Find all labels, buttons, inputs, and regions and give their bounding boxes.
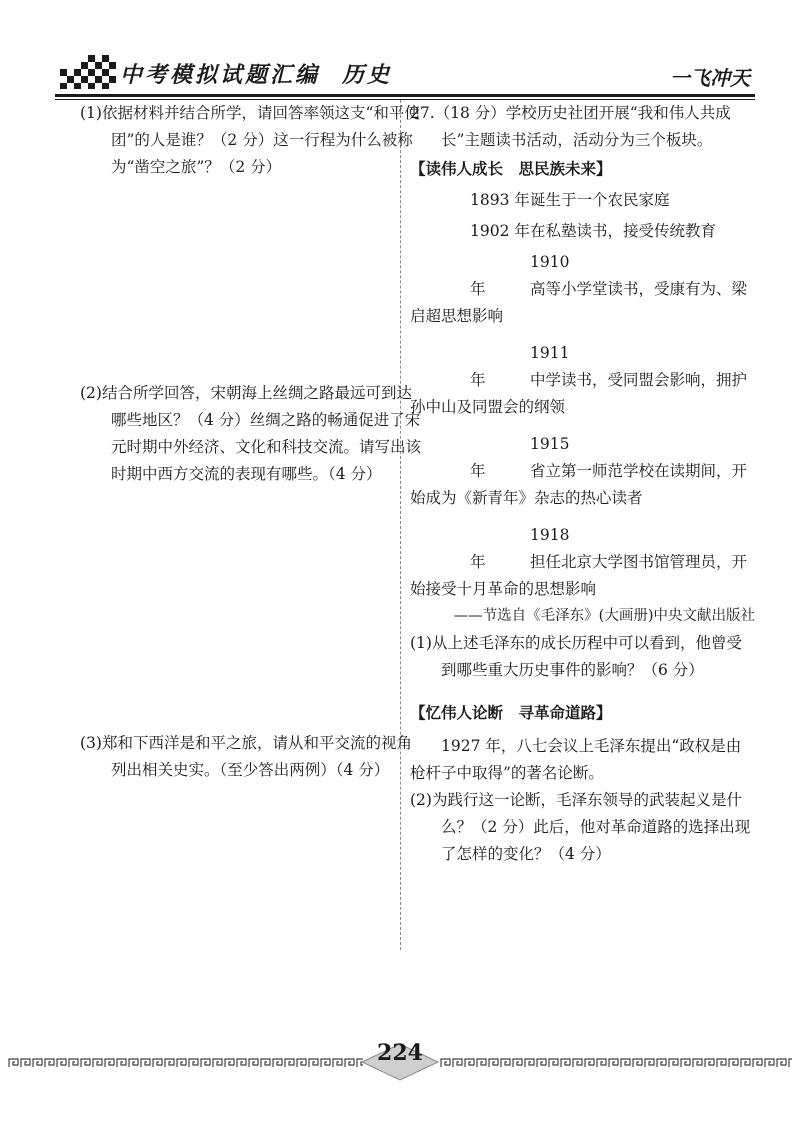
timeline-item: 1902 年在私塾读书，接受传统教育 <box>470 222 717 240</box>
timeline-item: 1910 年 高等小学堂读书，受康有为、梁启超思想影响 <box>410 253 748 325</box>
section-heading-1: 【读伟人成长 思民族未来】 <box>410 160 612 178</box>
sub-question-2: (2)为践行这一论断，毛泽东领导的武装起义是什么？（2 分）此后，他对革命道路的选择出现了怎样的变化？（4 分） <box>410 791 751 863</box>
question-2: (2)结合所学回答，宋朝海上丝绸之路最远可到达哪些地区？（4 分）丝绸之路的畅通促进了宋元时期中外经济、文化和科技交流。请写出该时期中西方交流的表现有哪些。（4 分） <box>80 384 422 483</box>
checkerboard-logo <box>60 55 116 89</box>
section-2-block <box>410 700 755 868</box>
page-footer <box>0 1040 800 1100</box>
header-rule <box>55 94 755 97</box>
question-1: (1)依据材料并结合所学，请回答率领这支“和平使团”的人是谁？（2 分）这一行程为什么被称为“凿空之旅”？（2 分） <box>80 104 420 176</box>
greek-key-border-right <box>440 1058 792 1068</box>
brand-logo-text: 一飞冲天 <box>670 66 750 90</box>
book-title-text: 中考模拟试题汇编 <box>120 62 321 88</box>
sub-question-1: (1)从上述毛泽东的成长历程中可以看到，他曾受到哪些重大历史事件的影响？（6 分） <box>410 634 742 679</box>
timeline-item: 1918 年 担任北京大学图书馆管理员，开始接受十月革命的思想影响 <box>410 526 748 598</box>
timeline-item: 1893 年诞生于一个农民家庭 <box>470 191 670 209</box>
book-title <box>120 58 392 89</box>
timeline-item: 1911 年 中学读书，受同盟会影响，拥护孙中山及同盟会的纲领 <box>410 344 748 416</box>
page-header <box>0 0 800 100</box>
timeline <box>410 187 755 245</box>
section-2-paragraph: 1927 年，八七会议上毛泽东提出“政权是由枪杆子中取得”的著名论断。 <box>410 737 742 782</box>
page-number: 224 <box>377 1040 423 1066</box>
greek-key-border-left <box>8 1058 363 1068</box>
section-heading-2: 【忆伟人论断 寻革命道路】 <box>410 704 612 722</box>
column-divider <box>400 100 402 950</box>
source-citation: ——节选自《毛泽东》(大画册)中央文献出版社 <box>453 608 755 624</box>
subject-label: 历史 <box>342 62 393 88</box>
timeline-wrapped <box>410 249 755 603</box>
timeline-item: 1915 年 省立第一师范学校在读期间，开始成为《新青年》杂志的热心读者 <box>410 435 748 507</box>
question-27: 27.（18 分）学校历史社团开展“我和伟人共成长”主题读书活动，活动分为三个板块。 <box>410 104 731 149</box>
question-27-block <box>410 100 755 684</box>
question-3: (3)郑和下西洋是和平之旅，请从和平交流的视角列出相关史实。（至少答出两例）（4 分） <box>80 734 412 779</box>
